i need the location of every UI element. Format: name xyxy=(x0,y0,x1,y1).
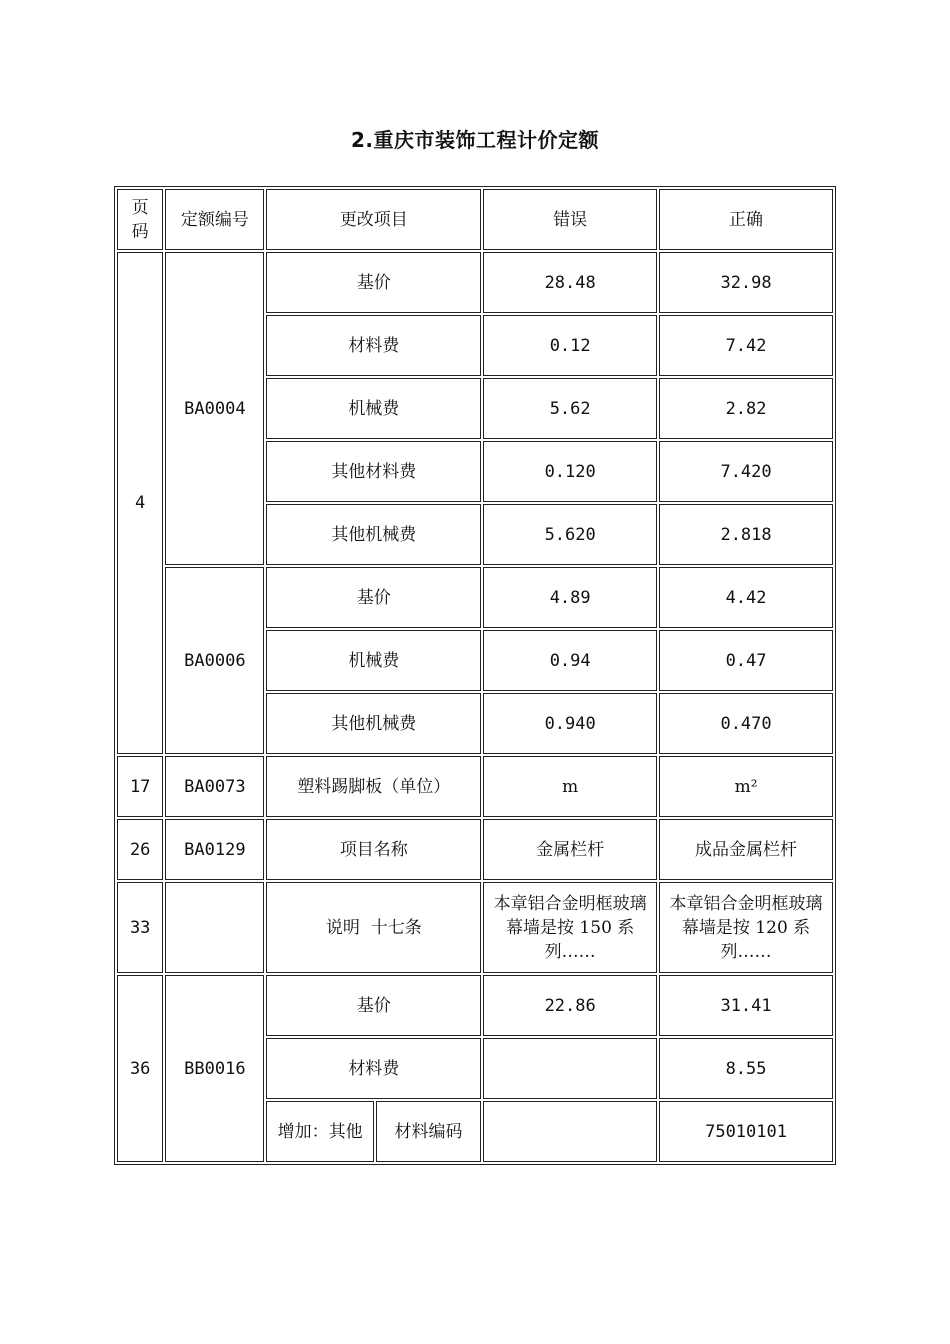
item-cell: 其他材料费 xyxy=(266,441,481,502)
page-cell: 26 xyxy=(117,819,163,880)
item-cell: 机械费 xyxy=(266,378,481,439)
item-cell: 说明 十七条 xyxy=(266,882,481,973)
right-cell: 0.470 xyxy=(659,693,833,754)
header-wrong: 错误 xyxy=(483,189,657,250)
header-right: 正确 xyxy=(659,189,833,250)
code-cell xyxy=(165,882,264,973)
wrong-cell: 5.62 xyxy=(483,378,657,439)
code-cell: BA0006 xyxy=(165,567,264,754)
header-item: 更改项目 xyxy=(266,189,481,250)
right-cell: 本章铝合金明框玻璃幕墙是按 120 系列…… xyxy=(659,882,833,973)
wrong-cell: 0.120 xyxy=(483,441,657,502)
item-cell: 其他机械费 xyxy=(266,693,481,754)
item-cell: 其他机械费 xyxy=(266,504,481,565)
item-cell: 基价 xyxy=(266,567,481,628)
wrong-cell: 0.12 xyxy=(483,315,657,376)
wrong-cell: 本章铝合金明框玻璃幕墙是按 150 系列…… xyxy=(483,882,657,973)
wrong-cell: 金属栏杆 xyxy=(483,819,657,880)
wrong-cell: 0.940 xyxy=(483,693,657,754)
right-cell: 0.47 xyxy=(659,630,833,691)
page-cell: 33 xyxy=(117,882,163,973)
wrong-cell xyxy=(483,1101,657,1162)
add-label-cell: 增加：其他 xyxy=(266,1101,373,1162)
table-row xyxy=(117,819,833,880)
item-cell: 项目名称 xyxy=(266,819,481,880)
header-page: 页 码 xyxy=(117,189,163,250)
right-cell: 7.420 xyxy=(659,441,833,502)
table-row xyxy=(117,252,833,313)
right-cell: 8.55 xyxy=(659,1038,833,1099)
code-cell: BA0073 xyxy=(165,756,264,817)
right-cell: 2.818 xyxy=(659,504,833,565)
wrong-cell: 28.48 xyxy=(483,252,657,313)
code-cell: BB0016 xyxy=(165,975,264,1162)
right-cell: m² xyxy=(659,756,833,817)
wrong-cell: 22.86 xyxy=(483,975,657,1036)
item-cell: 材料费 xyxy=(266,315,481,376)
code-cell: BA0129 xyxy=(165,819,264,880)
right-cell: 75010101 xyxy=(659,1101,833,1162)
table-row xyxy=(117,975,833,1036)
item-cell: 材料费 xyxy=(266,1038,481,1099)
wrong-cell: 4.89 xyxy=(483,567,657,628)
errata-table xyxy=(114,186,836,1165)
header-row xyxy=(117,189,833,250)
item-cell: 塑料踢脚板（单位） xyxy=(266,756,481,817)
page-cell: 17 xyxy=(117,756,163,817)
table-row xyxy=(117,756,833,817)
page-title: 2.重庆市装饰工程计价定额 xyxy=(350,128,599,152)
wrong-cell xyxy=(483,1038,657,1099)
right-cell: 4.42 xyxy=(659,567,833,628)
wrong-cell: 5.620 xyxy=(483,504,657,565)
item-cell: 机械费 xyxy=(266,630,481,691)
wrong-cell: 0.94 xyxy=(483,630,657,691)
table-row xyxy=(117,567,833,628)
item-cell: 材料编码 xyxy=(376,1101,481,1162)
page-cell: 4 xyxy=(117,252,163,754)
right-cell: 7.42 xyxy=(659,315,833,376)
right-cell: 2.82 xyxy=(659,378,833,439)
right-cell: 32.98 xyxy=(659,252,833,313)
page-cell: 36 xyxy=(117,975,163,1162)
table-row xyxy=(117,882,833,973)
right-cell: 31.41 xyxy=(659,975,833,1036)
wrong-cell: m xyxy=(483,756,657,817)
right-cell: 成品金属栏杆 xyxy=(659,819,833,880)
item-cell: 基价 xyxy=(266,975,481,1036)
item-cell: 基价 xyxy=(266,252,481,313)
header-code: 定额编号 xyxy=(165,189,264,250)
code-cell: BA0004 xyxy=(165,252,264,565)
